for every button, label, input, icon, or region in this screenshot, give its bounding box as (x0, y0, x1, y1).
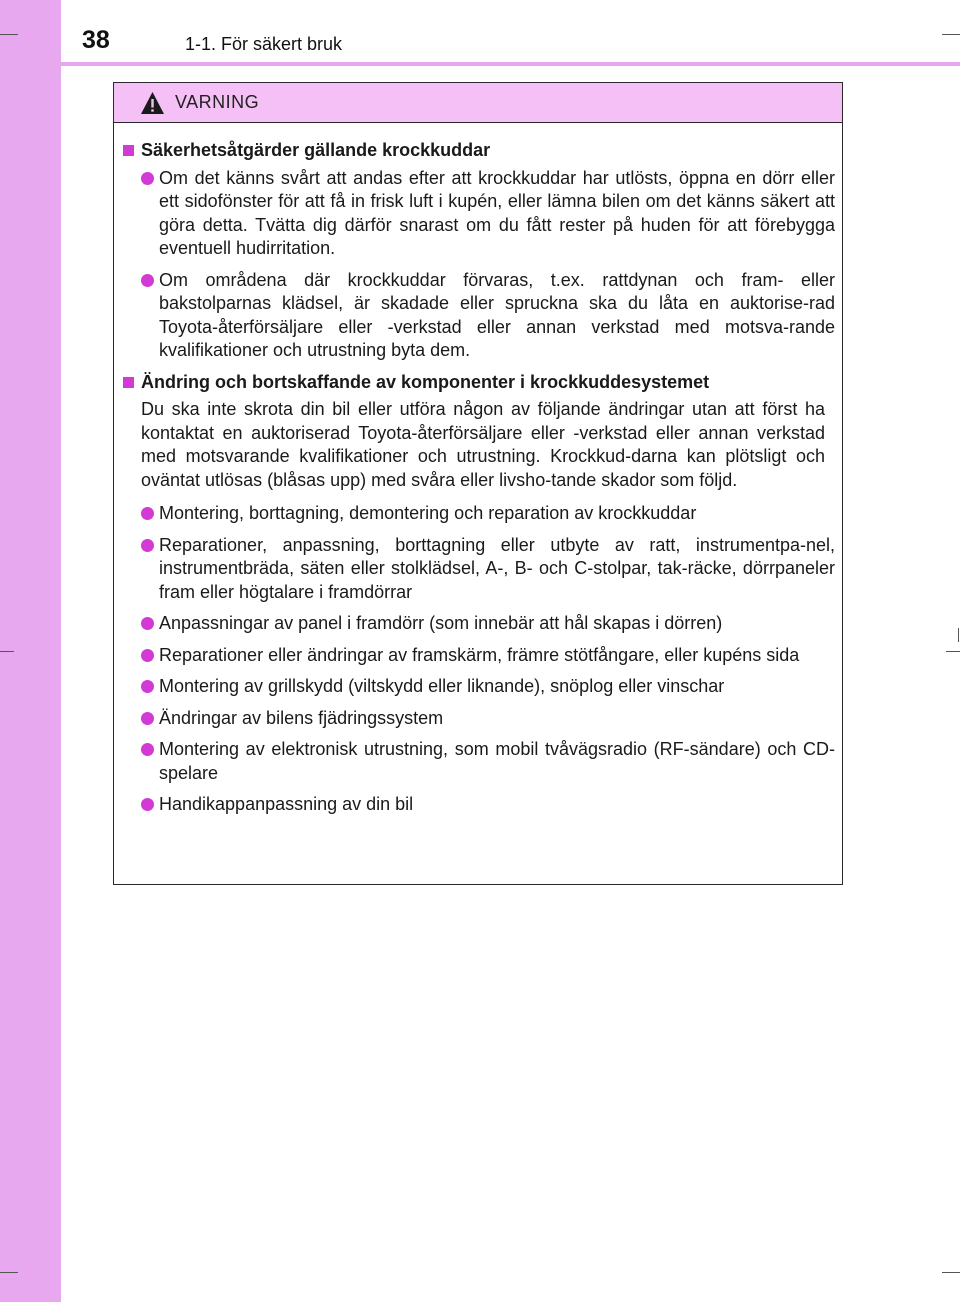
bullet-dot-icon (141, 539, 154, 552)
section-heading (123, 139, 835, 163)
list-item: Montering, borttagning, demontering och reparation av krockkuddar (123, 502, 835, 526)
section-intro: Du ska inte skrota din bil eller utföra någon av följande ändringar utan att först ha kontaktat en auktoriserad Toyota-återförsäljare eller -verkstad eller annan verkstad med motsvarande kvalifikationer och utrustning. Krockkud-darna kan plötsligt och oväntat utlösas (blåsas upp) med svåra eller livsho-tande skador som följd. (141, 399, 825, 490)
list-item: Om det känns svårt att andas efter att krockkuddar har utlösts, öppna en dörr eller ett sidofönster för att få in frisk luft i kupén, eller lämna bilen om det känns säkert att göra detta. Tvätta dig därför snarast om du fått rester på huden för att förebygga eventuell hudirritation. (123, 167, 835, 261)
bullet-dot-icon (141, 712, 154, 725)
list-item: Handikappanpassning av din bil (123, 793, 835, 817)
heading-text: Säkerhetsåtgärder gällande krockkuddar (141, 140, 491, 160)
list-item: Om områdena där krockkuddar förvaras, t.ex. rattdynan och fram- eller bakstolparnas klädsel, är skadade eller spruckna ska du låta en auktorise-rad Toyota-återförsäljare eller -verkstad eller annan verkstad med motsva-rande kvalifikationer och utrustning byta dem. (123, 269, 835, 363)
bullet-dot-icon (141, 798, 154, 811)
crop-mark (0, 1272, 18, 1273)
list-item: Montering av elektronisk utrustning, som mobil tvåvägsradio (RF-sändare) och CD-spelare (123, 738, 835, 785)
list-item: Montering av grillskydd (viltskydd eller liknande), snöplog eller vinschar (123, 675, 835, 699)
bullet-dot-icon (141, 617, 154, 630)
crop-mark (942, 1272, 960, 1273)
bullet-dot-icon (141, 680, 154, 693)
crop-mark (958, 628, 959, 642)
bullet-dot-icon (141, 743, 154, 756)
crop-mark (0, 651, 14, 652)
crop-mark (0, 34, 18, 35)
warning-title: VARNING (175, 92, 260, 112)
list-item: Reparationer, anpassning, borttagning eller utbyte av ratt, instrumentpa-nel, instrumentbräda, säten eller stolklädsel, A-, B- och C-stolpar, tak-räcke, dörrpaneler fram eller högtalare i framdörrar (123, 534, 835, 605)
heading-text: Ändring och bortskaffande av komponenter i krockkuddesystemet (141, 371, 710, 392)
page-number: 38 (82, 26, 110, 54)
warning-box (113, 82, 843, 885)
crop-mark (946, 651, 960, 652)
heading-square-icon (123, 377, 134, 388)
bullet-dot-icon (141, 507, 154, 520)
warning-body (114, 123, 842, 817)
bullet-dot-icon (141, 172, 154, 185)
section-heading (123, 371, 835, 395)
list-item: Anpassningar av panel i framdörr (som innebär att hål skapas i dörren) (123, 612, 835, 636)
bullet-dot-icon (141, 274, 154, 287)
list-item: Ändringar av bilens fjädringssystem (123, 707, 835, 731)
header-rule (61, 62, 960, 66)
section-title: 1-1. För säkert bruk (185, 34, 343, 54)
warning-header (114, 83, 842, 123)
crop-mark (942, 34, 960, 35)
warning-triangle-icon (140, 91, 165, 115)
heading-square-icon (123, 145, 134, 156)
list-item: Reparationer eller ändringar av framskärm, främre stötfångare, eller kupéns sida (123, 644, 835, 668)
bullet-dot-icon (141, 649, 154, 662)
